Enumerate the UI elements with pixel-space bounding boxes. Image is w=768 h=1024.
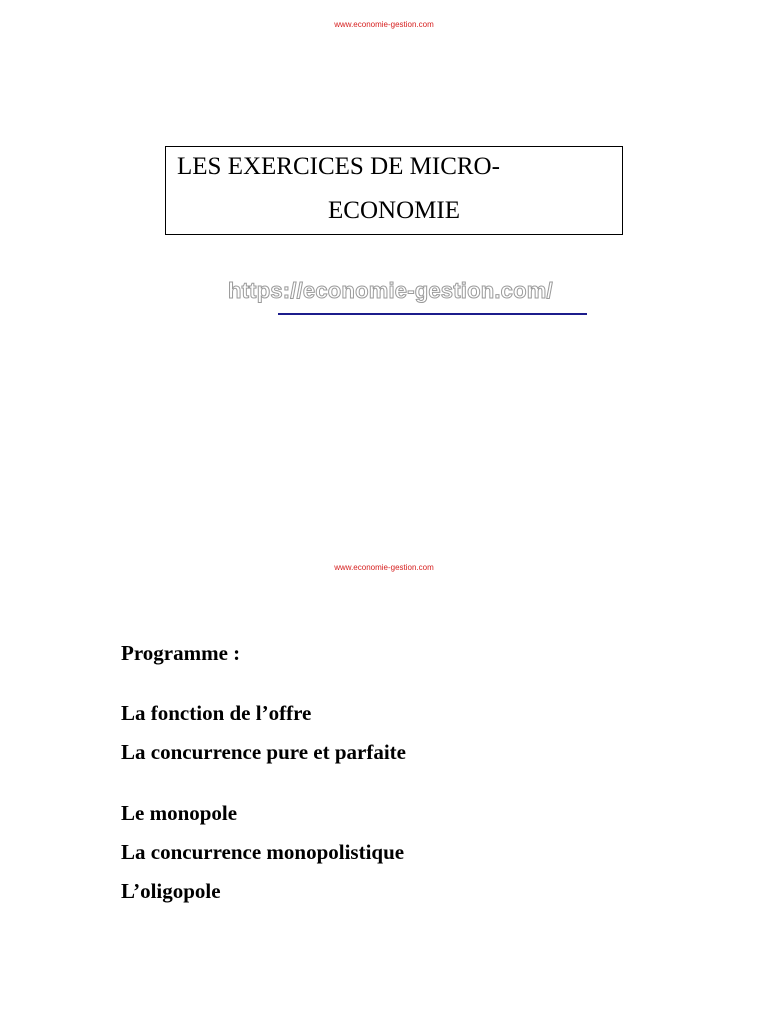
programme-heading: Programme : (121, 641, 241, 665)
title-box (165, 146, 623, 235)
watermark-middle: www.economie-gestion.com (334, 563, 434, 572)
title-line-1: LES EXERCICES DE MICRO- (177, 153, 500, 180)
programme-item: La fonction de l’offre (121, 701, 312, 725)
site-link[interactable]: https://economie-gestion.com/ (228, 278, 553, 303)
programme-item: L’oligopole (121, 879, 221, 903)
programme-item: Le monopole (121, 801, 238, 825)
site-link-underline (278, 313, 587, 315)
programme-item: La concurrence monopolistique (121, 840, 405, 864)
programme-item: La concurrence pure et parfaite (121, 740, 406, 764)
title-line-2: ECONOMIE (328, 197, 460, 224)
watermark-top: www.economie-gestion.com (334, 20, 434, 29)
